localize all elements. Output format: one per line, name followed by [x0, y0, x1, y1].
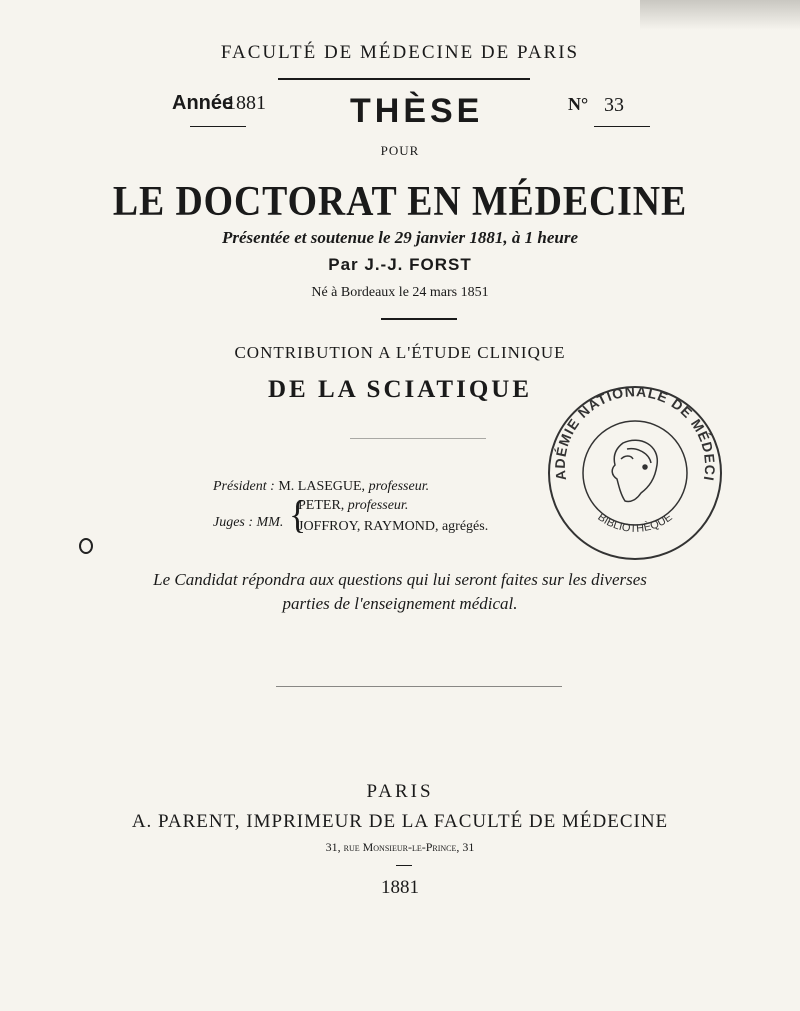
imprint-divider — [396, 865, 412, 866]
author-line: Par J.-J. FORST — [328, 255, 472, 274]
svg-text:BIBLIOTHÈQUE — [595, 511, 674, 535]
presentation-date: Présentée et soutenue le 29 janvier 1881, à 1 heure — [221, 228, 579, 247]
imprint-address: 31, rue Monsieur-le-Prince, 31 — [325, 840, 475, 854]
section-divider — [381, 318, 457, 320]
candidate-note-line-1: Le Candidat répondra aux questions qui lui seront faites sur les diverses — [153, 570, 647, 589]
stamp-bottom-text: BIBLIOTHÈQUE — [595, 511, 675, 535]
ornament-divider — [276, 686, 562, 687]
subject-line-1: CONTRIBUTION A L'ÉTUDE CLINIQUE — [234, 343, 566, 362]
judge-1 — [298, 498, 408, 514]
dotted-divider — [350, 438, 486, 439]
number-label: N° — [568, 94, 589, 114]
stamp-top-text: ADÉMIE NATIONALE DE MÉDECI — [551, 383, 719, 483]
pour-text: POUR — [380, 143, 420, 158]
paper-edge-shadow — [640, 0, 800, 30]
birth-line: Né à Bordeaux le 24 mars 1851 — [311, 285, 489, 300]
year-value: 1881 — [226, 92, 266, 114]
stamp-graphic — [545, 383, 725, 563]
candidate-note — [0, 568, 800, 616]
subject-line-2: DE LA SCIATIQUE — [267, 376, 533, 403]
judge-1-name: PETER, — [298, 498, 345, 513]
thesis-title: THÈSE — [350, 92, 484, 130]
jury-president — [213, 479, 429, 495]
library-stamp — [545, 383, 725, 563]
president-role: professeur. — [368, 479, 430, 494]
president-name: M. LASEGUE, — [278, 479, 366, 494]
profile-head-icon — [612, 440, 657, 501]
judge-1-role: professeur. — [347, 498, 409, 513]
binding-hole-mark — [79, 538, 93, 554]
year-underline — [190, 126, 246, 127]
year-label: Année — [172, 92, 234, 114]
number-value: 33 — [604, 94, 624, 116]
candidate-note-line-2: parties de l'enseignement médical. — [282, 594, 518, 613]
heading-rule — [278, 78, 530, 80]
judge-2: JOFFROY, RAYMOND, agrégés. — [298, 519, 489, 534]
imprint-city: PARIS — [366, 781, 434, 802]
judges-brace: { — [289, 493, 307, 537]
imprint-printer: A. PARENT, IMPRIMEUR DE LA FACULTÉ DE MÉDECINE — [131, 811, 669, 832]
imprint-year: 1881 — [381, 877, 419, 898]
number-underline — [594, 126, 650, 127]
degree-title: LE DOCTORAT EN MÉDECINE — [112, 179, 688, 225]
svg-text:ACADÉMIE NATIONALE DE MÉDECINE — [545, 383, 718, 483]
president-label: Président : — [213, 479, 275, 494]
faculty-heading: FACULTÉ DE MÉDECINE DE PARIS — [220, 42, 580, 63]
judges-label: Juges : MM. — [213, 515, 284, 530]
